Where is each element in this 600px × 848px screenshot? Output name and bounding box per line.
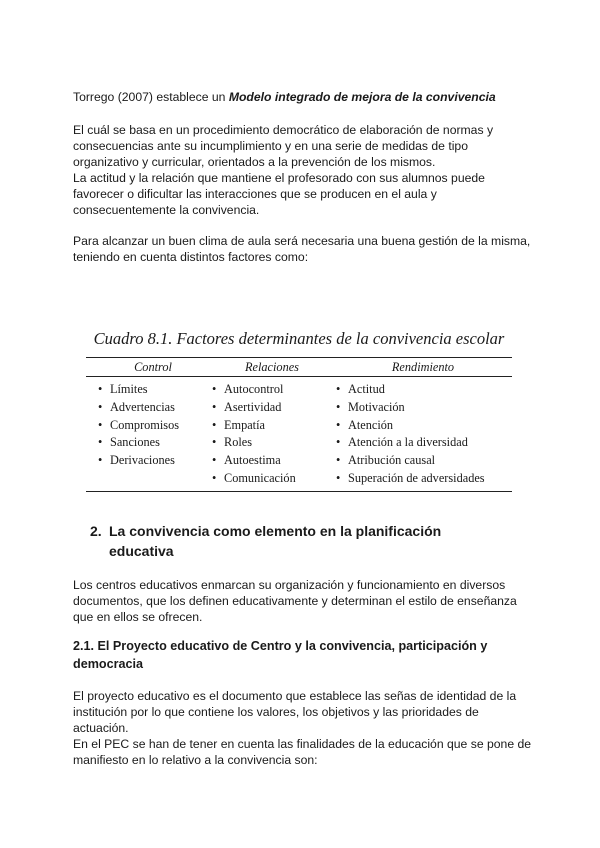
intro-paragraph	[73, 89, 533, 105]
text-line: teniendo en cuenta distintos factores como:	[73, 250, 309, 264]
list-item: • Límites	[96, 381, 210, 399]
column-relaciones	[210, 381, 334, 488]
heading-number: 2.	[90, 523, 102, 539]
text-line: La actitud y la relación que mantiene el profesorado con sus alumnos puede	[73, 171, 485, 185]
text-line: El cuál se basa en un procedimiento democrático de elaboración de normas y	[73, 123, 494, 137]
list-item: • Asertividad	[210, 399, 334, 417]
text-line: favorecer o dificultar las interacciones que se producen en el aula y	[73, 187, 437, 201]
text-line: consecuencias ante su incumplimiento y en una serie de medidas de tipo	[73, 139, 468, 153]
table-header-row	[86, 358, 512, 376]
table-body	[86, 377, 512, 491]
list-item: • Atención a la diversidad	[334, 434, 512, 452]
list-item: • Empatía	[210, 417, 334, 435]
list-item: • Derivaciones	[96, 452, 210, 470]
list-item: • Roles	[210, 434, 334, 452]
list-item: • Superación de adversidades	[334, 470, 512, 488]
column-rendimiento	[334, 381, 512, 488]
list-item: • Motivación	[334, 399, 512, 417]
paragraph-proyecto	[73, 688, 533, 768]
intro-emphasis: Modelo integrado de mejora de la convivencia	[228, 90, 496, 104]
column-header-rendimiento: Rendimiento	[391, 360, 455, 374]
table-title: Cuadro 8.1. Factores determinantes de la convivencia escolar	[93, 329, 505, 348]
text-line: En el PEC se han de tener en cuenta las finalidades de la educación que se pone de	[73, 737, 532, 751]
list-item: • Atención	[334, 417, 512, 435]
paragraph-centros	[73, 577, 533, 625]
heading-text-continued: educativa	[109, 543, 174, 559]
column-header-control: Control	[134, 360, 172, 374]
intro-text: Torrego (2007) establece un	[73, 90, 229, 104]
heading-text: 2.1. El Proyecto educativo de Centro y la convivencia, participación y	[73, 639, 488, 653]
column-control	[86, 381, 210, 488]
text-line: El proyecto educativo es el documento que establece las señas de identidad de la	[73, 689, 517, 703]
text-line: Los centros educativos enmarcan su organización y funcionamiento en diversos	[73, 578, 506, 592]
list-item: • Autocontrol	[210, 381, 334, 399]
paragraph-procedure	[73, 122, 533, 218]
list-item: • Compromisos	[96, 417, 210, 435]
heading-text: La convivencia como elemento en la planificación	[109, 523, 442, 539]
text-line: consecuentemente la convivencia.	[73, 203, 260, 217]
text-line: documentos, que los definen educativamente y determinan el estilo de enseñanza	[73, 594, 517, 608]
factors-table	[86, 329, 512, 492]
list-item: • Actitud	[334, 381, 512, 399]
subsection-heading-2-1	[73, 637, 533, 673]
heading-text-continued: democracia	[73, 657, 144, 671]
section-heading-2	[90, 521, 530, 561]
list-item: • Advertencias	[96, 399, 210, 417]
text-line: manifiesto en lo relativo a la convivencia son:	[73, 753, 318, 767]
column-header-relaciones: Relaciones	[245, 360, 299, 374]
text-line: actuación.	[73, 721, 129, 735]
paragraph-clima	[73, 233, 533, 265]
text-line: institución por lo que contiene los valores, los objetivos y las prioridades de	[73, 705, 479, 719]
text-line: organizativo y curricular, orientados a la prevención de los mismos.	[73, 155, 436, 169]
table-bottom-rule	[86, 491, 512, 492]
text-line: Para alcanzar un buen clima de aula será necesaria una buena gestión de la misma,	[73, 234, 531, 248]
text-line: que en ellos se ofrecen.	[73, 610, 203, 624]
list-item: • Autoestima	[210, 452, 334, 470]
list-item: • Comunicación	[210, 470, 334, 488]
list-item: • Atribución causal	[334, 452, 512, 470]
list-item: • Sanciones	[96, 434, 210, 452]
